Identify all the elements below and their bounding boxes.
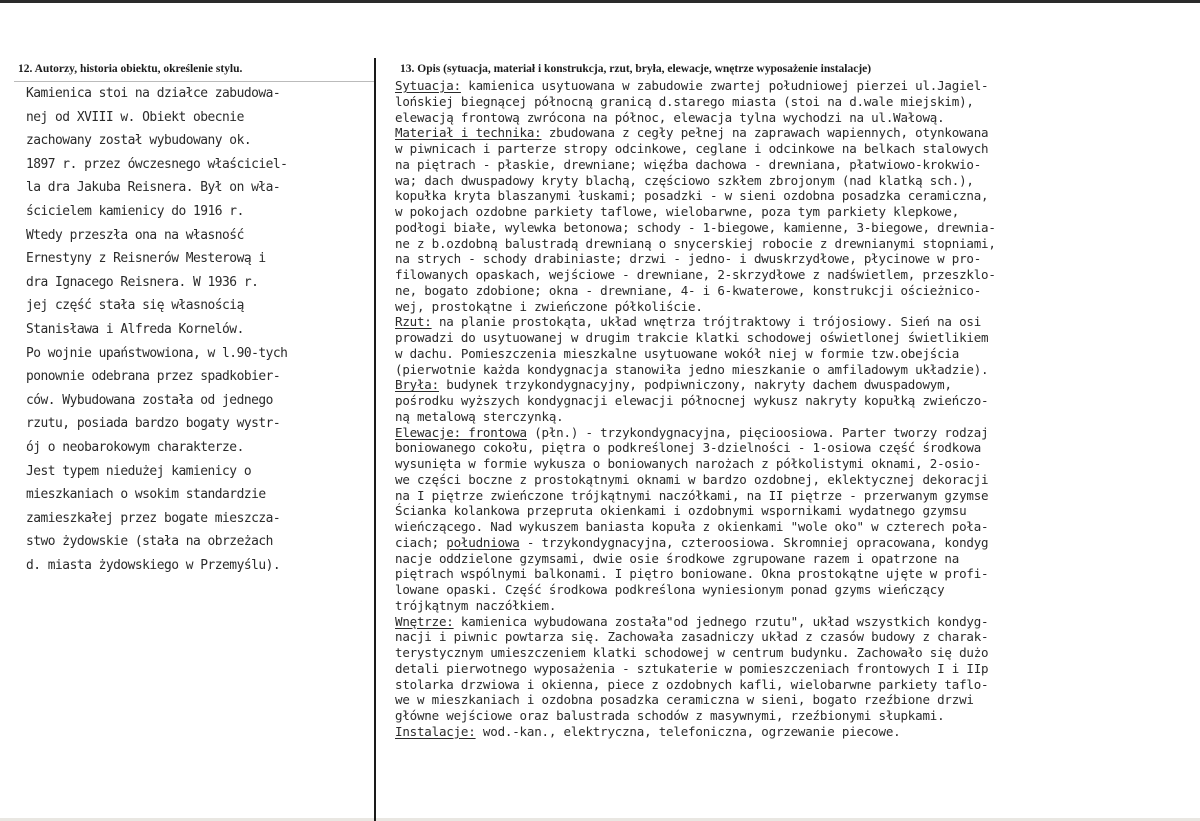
description-text: terystycznym umieszczeniem klatki schodowej w centrum budynku. Zachowało się dużo: [395, 645, 989, 660]
description-text: budynek trzykondygnacyjny, podpiwniczony, nakryty dachem dwuspadowym,: [438, 377, 952, 393]
history-line: zachowany został wybudowany ok.: [26, 133, 252, 149]
description-line: [395, 110, 1195, 126]
description-text: kopułka kryta blaszanymi łuskami; posadzki - w sieni ozdobna posadzka ceramiczna,: [395, 188, 989, 204]
history-line: rzutu, posiada bardzo bogaty wystr-: [26, 416, 281, 432]
description-text: filowanych opaskach, wejściowe - drewniane, 2-skrzydłowe z nadświetlem, przeszklo-: [395, 267, 996, 282]
description-line: [395, 724, 1195, 740]
history-line: 1897 r. przez ówczesnego właściciel-: [26, 156, 288, 172]
description-line: [395, 472, 1195, 488]
description-line: [395, 614, 1195, 630]
description-text: (pierwotnie każda kondygnacja stanowiła jedno mieszkanie o amfiladowym układzie).: [395, 361, 989, 377]
history-line: la dra Jakuba Reisnera. Był on wła-: [26, 180, 281, 196]
description-line: [395, 629, 1195, 645]
description-text: wieńczącego. Nad wykuszem baniasta kopuła z okienkami "wole oko" w czterech poła-: [395, 519, 989, 534]
section-13-header: 13. Opis (sytuacja, materiał i konstrukcja, rzut, bryła, elewacje, wnętrze wyposażenie instalacje): [400, 63, 872, 75]
section-label: południowa: [446, 534, 520, 550]
description-text: pośrodku wyższych kondygnacji elewacji północnej wykusz nakryty kopułką zwieńczo-: [395, 393, 989, 408]
history-line: d. miasta żydowskiego w Przemyślu).: [26, 557, 281, 573]
description-line: [395, 393, 1195, 409]
description-text: ciach;: [395, 534, 447, 550]
description-line: [395, 456, 1195, 472]
description-line: [395, 519, 1195, 535]
description-line: [395, 409, 1195, 425]
section-label: Sytuacja:: [395, 78, 461, 93]
section-label: Materiał i technika:: [395, 125, 542, 141]
section-label: Rzut:: [395, 314, 432, 330]
description-text: piętrach wspólnymi balkonami. I piętro boniowane. Okna prostokątne ujęte w profi-: [395, 566, 989, 582]
section-label: Bryła:: [395, 377, 439, 393]
description-text: główne wejściowe oraz balustrada schodów z masywnymi, rzeźbionymi słupkami.: [395, 708, 945, 723]
description-text: lońskiej biegnącej północną granicą d.starego miasta (stoi na d.wale miejskim),: [395, 93, 974, 109]
description-line: [395, 141, 1195, 157]
description-line: [395, 78, 1195, 94]
history-line: ój o neobarokowym charakterze.: [26, 439, 244, 455]
description-line: [395, 283, 1195, 299]
history-line: Stanisława i Alfreda Kornelów.: [26, 321, 244, 337]
description-text: wod.-kan., elektryczna, telefoniczna, ogrzewanie piecowe.: [475, 723, 901, 739]
description-text: we części boczne z prostokątnymi oknami w bardzo ozdobnej, eklektycznej dekoracji: [395, 471, 989, 487]
description-line: [395, 503, 1195, 519]
description-text: nacje oddzielone gzymsami, dwie osie środkowe zgrupowane razem i opatrzone na: [395, 550, 960, 566]
description-text: w pokojach ozdobne parkiety taflowe, wielobarwne, poza tym parkiety klepkowe,: [395, 204, 960, 219]
description-line: [395, 488, 1195, 504]
description-text: ne, bogato zdobione; okna - drewniane, 4- i 6-kwaterowe, konstrukcji ościeżnico-: [395, 282, 982, 298]
section-label: Wnętrze:: [395, 613, 454, 629]
description-text: w piwnicach i parterze stropy odcinkowe, ceglane i odcinkowe na belkach stalowych: [395, 141, 989, 156]
history-line: Jest typem niedużej kamienicy o: [26, 463, 252, 479]
description-text: w dachu. Pomieszczenia mieszkalne usytuowane wokół niej w formie tzw.obejścia: [395, 345, 960, 361]
description-text: na piętrach - płaskie, drewniane; więźba dachowa - drewniana, płatwiowo-krokwio-: [395, 156, 982, 172]
history-line: Wtedy przeszła ona na własność: [26, 227, 244, 243]
history-line: jej część stała się własnością: [26, 298, 244, 314]
history-line: ponownie odebrana przez spadkobier-: [26, 369, 281, 385]
description-text: na strych - schody drabiniaste; drzwi - jedno- i dwuskrzydłowe, płycinowe w pro-: [395, 251, 982, 267]
description-text: wa; dach dwuspadowy kryty blachą, częściowo szkłem zbrojonym (nad klatką sch.),: [395, 172, 974, 188]
description-line: [395, 551, 1195, 567]
description-line: [395, 267, 1195, 283]
description-text: wysunięta w formie wykusza o boniowanych narożach z półkolistymi oknami, 2-osio-: [395, 456, 982, 471]
description-line: [395, 582, 1195, 598]
description-text: wej, prostokątne i zwieńczone półkoliście.: [395, 298, 703, 314]
description-line: [395, 251, 1195, 267]
history-text-column: [26, 82, 371, 577]
description-text: lowane opaski. Część środkowa podkreślona wyniesionym ponad gzyms wieńczący: [395, 582, 945, 597]
description-text: na planie prostokąta, układ wnętrza trójtraktowy i trójosiowy. Sień na osi: [431, 314, 982, 330]
description-line: [395, 377, 1195, 393]
description-line: [395, 566, 1195, 582]
description-text: podłogi białe, wylewka betonowa; schody - 1-biegowe, kamienne, 3-biegowe, drewnia-: [395, 219, 996, 235]
description-text: we w mieszkaniach i ozdobna posadzka ceramiczna w sieni, bogato rzeźbione drzwi: [395, 692, 974, 708]
section-12-header: 12. Autorzy, historia obiektu, określenie stylu.: [18, 63, 243, 75]
description-text: prowadzi do usytuowanej w drugim trakcie klatki schodowej oświetlonej świetlikiem: [395, 330, 989, 345]
description-line: [395, 677, 1195, 693]
history-line: mieszkaniach o wsokim standardzie: [26, 487, 266, 503]
description-text: kamienica usytuowana w zabudowie zwartej południowej pierzei ul.Jagiel-: [460, 78, 989, 93]
description-text: boniowanego cokołu, piętra o podkreślonej 3-dzielności - 1-osiowa część środkowa: [395, 440, 982, 456]
description-line: [395, 645, 1195, 661]
description-line: [395, 598, 1195, 614]
history-line: dra Ignacego Reisnera. W 1936 r.: [26, 274, 259, 290]
column-divider: [374, 58, 376, 821]
history-line: Po wojnie upaństwowiona, w l.90-tych: [26, 345, 288, 361]
description-line: [395, 708, 1195, 724]
description-line: [395, 125, 1195, 141]
description-text: elewacją frontową zwrócona na północ, elewacja tylna wychodzi na ul.Wałową.: [395, 109, 945, 125]
description-text: ne z b.ozdobną balustradą drewnianą o snycerskiej robocie z drewnianymi stopniami,: [395, 235, 996, 251]
description-text: trójkątnym naczółkiem.: [395, 597, 557, 613]
description-line: [395, 661, 1195, 677]
description-line: [395, 188, 1195, 204]
description-line: [395, 299, 1195, 315]
history-line: zamieszkałej przez bogate mieszcza-: [26, 510, 281, 526]
description-line: [395, 157, 1195, 173]
description-text: kamienica wybudowana została"od jednego rzutu", układ wszystkich kondyg-: [453, 613, 989, 629]
description-line: [395, 220, 1195, 236]
history-line: Kamienica stoi na działce zabudowa-: [26, 86, 281, 101]
description-line: [395, 173, 1195, 189]
description-line: [395, 236, 1195, 252]
description-text: zbudowana z cegły pełnej na zaprawach wapiennych, otynkowana: [541, 125, 989, 141]
description-line: [395, 535, 1195, 551]
description-line: [395, 425, 1195, 441]
description-text-column: [395, 78, 1195, 740]
description-line: [395, 330, 1195, 346]
description-text: ną metalową sterczynką.: [395, 408, 564, 424]
history-line: nej od XVIII w. Obiekt obecnie: [26, 109, 244, 125]
description-text: Ścianka kolankowa przepruta okienkami i ozdobnymi wspornikami wydatnego gzymsu: [395, 503, 967, 519]
description-line: [395, 346, 1195, 362]
description-line: [395, 314, 1195, 330]
description-line: [395, 692, 1195, 708]
description-text: detali pierwotnego wyposażenia - sztukaterie w pomieszczeniach frontowych I i IIp: [395, 660, 989, 676]
history-line: ców. Wybudowana została od jednego: [26, 392, 273, 408]
description-text: nacji i piwnic powtarza się. Zachowała zasadniczy układ z czasów budowy z charak-: [395, 629, 989, 645]
description-line: [395, 204, 1195, 220]
description-line: [395, 440, 1195, 456]
section-label: Instalacje:: [395, 723, 476, 739]
history-line: stwo żydowskie (stała na obrzeżach: [26, 534, 273, 550]
history-line: Ernestyny z Reisnerów Mesterową i: [26, 251, 266, 267]
history-line: ścicielem kamienicy do 1916 r.: [26, 203, 244, 219]
description-text: - trzykondygnacyjna, czteroosiowa. Skromniej opracowana, kondyg: [519, 534, 989, 550]
description-text: stolarka drzwiowa i okienna, piece z ozdobnych kafli, wielobarwne parkiety taflo-: [395, 676, 989, 692]
description-line: [395, 362, 1195, 378]
description-text: (płn.) - trzykondygnacyjna, pięcioosiowa. Parter tworzy rodzaj: [526, 424, 989, 440]
section-label: Elewacje: frontowa: [395, 424, 527, 440]
description-line: [395, 94, 1195, 110]
description-text: na I piętrze zwieńczone trójkątnymi naczółkami, na II piętrze - przerwanym gzymse: [395, 487, 989, 503]
